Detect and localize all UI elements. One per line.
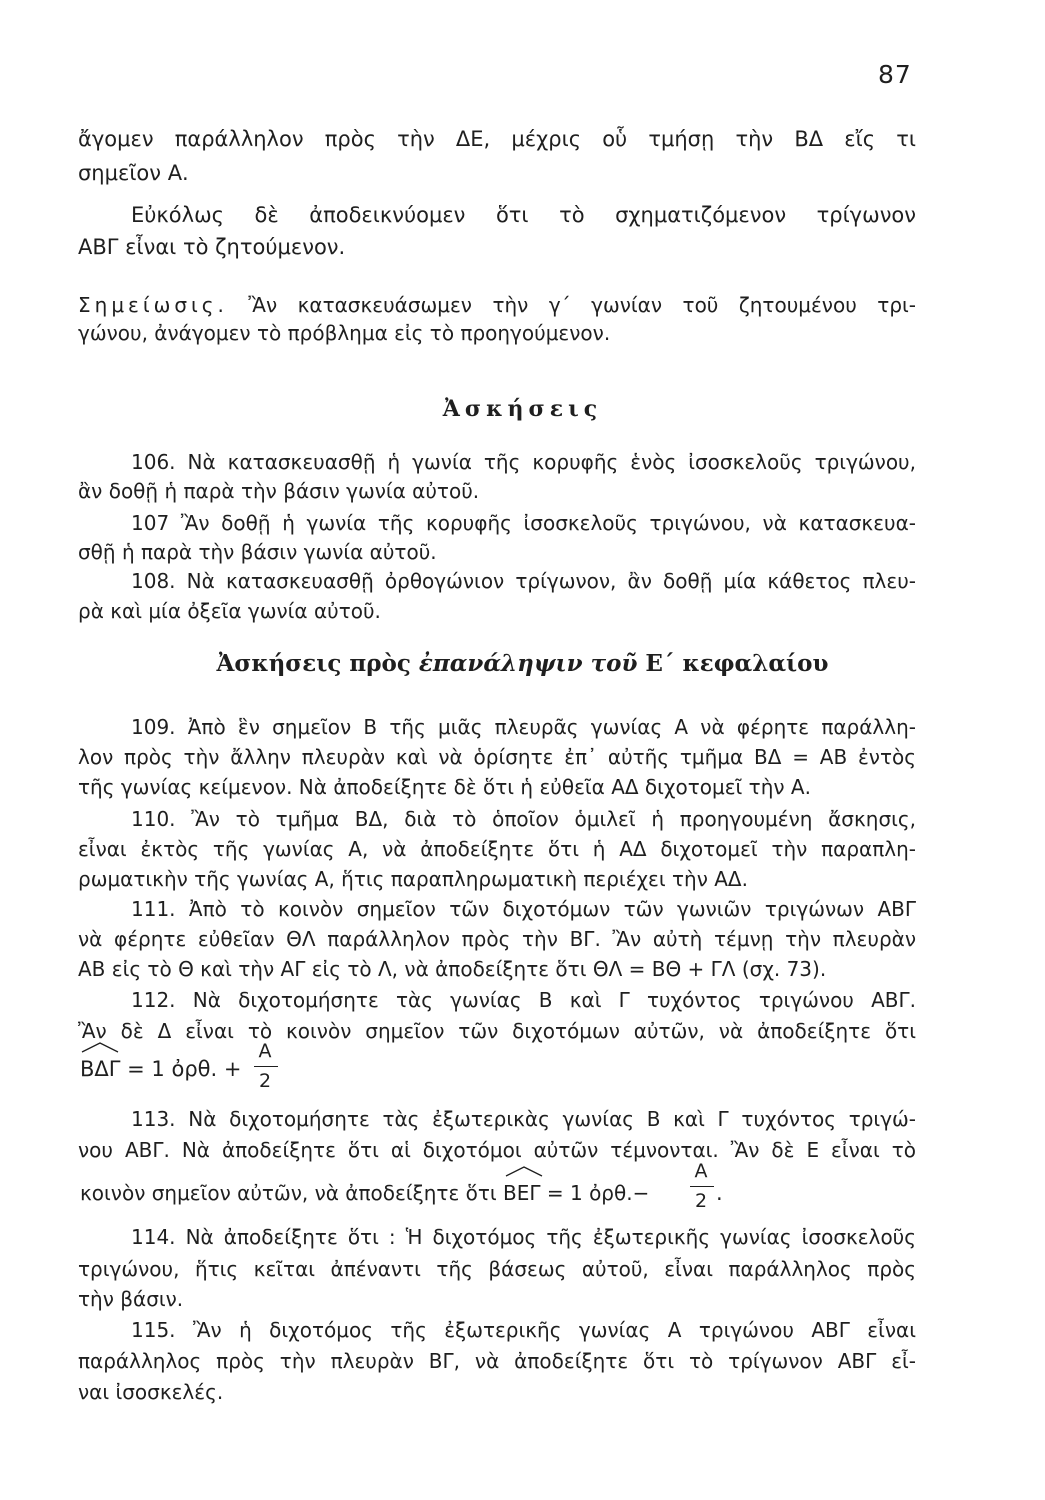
note-line <box>78 290 916 320</box>
exercise-line: παράλληλος πρὸς τὴν πλευρὰν ΒΓ, νὰ ἀποδείξητε ὅτι τὸ τρίγωνον ΑΒΓ εἶ- <box>78 1349 916 1373</box>
exercise-line: 113. Νὰ διχοτομήσητε τὰς ἐξωτερικὰς γωνίας Β καὶ Γ τυχόντος τριγώ- <box>131 1107 916 1131</box>
formula-angle: ΒΕΓ <box>503 1181 541 1205</box>
exercise-line: νου ΑΒΓ. Νὰ ἀποδείξητε ὅτι αἱ διχοτόμοι αὐτῶν τέμνονται. Ἂν δὲ Ε εἶναι τὸ <box>78 1138 916 1162</box>
exercise-line: εἶναι ἐκτὸς τῆς γωνίας Α, νὰ ἀποδείξητε ὅτι ἡ ΑΔ διχοτομεῖ τὴν παραπλη- <box>78 837 916 861</box>
section-heading-exercises: Ἀσκήσεις <box>442 396 603 422</box>
formula-2 <box>80 1180 649 1206</box>
angle-arc <box>80 1040 120 1054</box>
text-line: ἄγομεν παράλληλον πρὸς τὴν ΔΕ, μέχρις οὗ τμήσῃ τὴν ΒΔ εἴς τι <box>78 127 916 151</box>
exercise-line: 106. Νὰ κατασκευασθῇ ἡ γωνία τῆς κορυφῆς ἑνὸς ἰσοσκελοῦς τριγώνου, <box>131 450 916 474</box>
text-line: ΑΒΓ εἶναι τὸ ζητούμενον. <box>78 235 346 259</box>
exercise-line: 108. Νὰ κατασκευασθῇ ὀρθογώνιον τρίγωνον, ἂν δοθῇ μία κάθετος πλευ- <box>131 569 916 593</box>
note-text: Ἂν κατασκευάσωμεν τὴν γ΄ γωνίαν τοῦ ζητουμένου τρι- <box>227 293 916 317</box>
exercise-line: νὰ φέρητε εὐθεῖαν ΘΛ παράλληλον πρὸς τὴν ΒΓ. Ἂν αὐτὴ τέμνῃ τὴν πλευρὰν <box>78 927 916 951</box>
exercise-line: 112. Νὰ διχοτομήσητε τὰς γωνίας Β καὶ Γ τυχόντος τριγώνου ΑΒΓ. <box>131 988 916 1012</box>
angle-arc <box>504 1164 544 1178</box>
exercise-line: τριγώνου, ἥτις κεῖται ἀπέναντι τῆς βάσεως αὐτοῦ, εἶναι παράλληλος πρὸς <box>78 1257 916 1281</box>
fraction-bar <box>254 1066 278 1067</box>
section-heading-review <box>0 650 1045 677</box>
exercise-line: ἂν δοθῇ ἡ παρὰ τὴν βάσιν γωνία αὐτοῦ. <box>78 479 480 503</box>
exercise-line: τῆς γωνίας κείμενον. Νὰ ἀποδείξητε δὲ ὅτι ἡ εὐθεῖα ΑΔ διχοτομεῖ τὴν Α. <box>78 775 811 799</box>
formula-1 <box>80 1056 241 1082</box>
exercise-line: ΑΒ εἰς τὸ Θ καὶ τὴν ΑΓ εἰς τὸ Λ, νὰ ἀποδείξητε ὅτι ΘΛ = ΒΘ + ΓΛ (σχ. 73). <box>78 957 827 981</box>
text-line: Εὐκόλως δὲ ἀποδεικνύομεν ὅτι τὸ σχηματιζόμενον τρίγωνον <box>131 203 916 227</box>
fraction-numerator: Α <box>258 1040 272 1062</box>
exercise-line: 110. Ἂν τὸ τμῆμα ΒΔ, διὰ τὸ ὁποῖον ὁμιλεῖ ἡ προηγουμένη ἄσκησις, <box>131 807 916 831</box>
fraction-denominator: 2 <box>258 1070 272 1092</box>
formula-text: κοινὸν σημεῖον αὐτῶν, νὰ ἀποδείξητε ὅτι <box>80 1181 504 1205</box>
fraction-numerator: Α <box>694 1160 708 1182</box>
exercise-line: Ἂν δὲ Δ εἶναι τὸ κοινὸν σημεῖον τῶν διχοτόμων αὐτῶν, νὰ ἀποδείξητε ὅτι <box>78 1019 916 1043</box>
exercise-line: τὴν βάσιν. <box>78 1287 184 1311</box>
fraction-bar <box>690 1186 714 1187</box>
exercise-line: ρωματικὴν τῆς γωνίας Α, ἥτις παραπληρωματικὴ περιέχει τὴν ΑΔ. <box>78 867 748 891</box>
fraction-denominator: 2 <box>694 1190 708 1212</box>
exercise-line: λον πρὸς τὴν ἄλλην πλευρὰν καὶ νὰ ὁρίσητε ἐπ᾽ αὐτῆς τμῆμα ΒΔ = ΑΒ ἐντὸς <box>78 745 916 769</box>
exercise-line: 111. Ἀπὸ τὸ κοινὸν σημεῖον τῶν διχοτόμων τῶν γωνιῶν τριγώνων ΑΒΓ <box>131 897 916 921</box>
exercise-line: ρὰ καὶ μία ὀξεῖα γωνία αὐτοῦ. <box>78 599 381 623</box>
exercise-line: ναι ἰσοσκελές. <box>78 1380 224 1404</box>
heading-part: Ἀσκήσεις πρὸς <box>216 650 419 677</box>
note-label: Σημείωσις. <box>78 293 228 317</box>
exercise-line: σθῇ ἡ παρὰ τὴν βάσιν γωνία αὐτοῦ. <box>78 540 437 564</box>
heading-part: Ε΄ κεφαλαίου <box>637 650 829 677</box>
note-line: γώνου, ἀνάγομεν τὸ πρόβλημα εἰς τὸ προηγούμενον. <box>78 321 611 345</box>
formula-text: = 1 ὀρθ. + <box>120 1057 242 1081</box>
exercise-line: 114. Νὰ ἀποδείξητε ὅτι : Ἡ διχοτόμος τῆς ἐξωτερικῆς γωνίας ἰσοσκελοῦς <box>131 1225 916 1249</box>
exercise-line: 107 Ἂν δοθῇ ἡ γωνία τῆς κορυφῆς ἰσοσκελοῦς τριγώνου, νὰ κατασκευα- <box>131 511 916 535</box>
formula-angle: ΒΔΓ <box>80 1057 121 1081</box>
exercise-line: 115. Ἂν ἡ διχοτόμος τῆς ἐξωτερικῆς γωνίας Α τριγώνου ΑΒΓ εἶναι <box>131 1318 916 1342</box>
heading-part-italic: ἐπανάληψιν τοῦ <box>418 650 638 677</box>
formula-end: . <box>716 1181 723 1205</box>
exercise-line: 109. Ἀπὸ ἓν σημεῖον Β τῆς μιᾶς πλευρᾶς γωνίας Α νὰ φέρητε παράλλη- <box>131 715 916 739</box>
formula-text: = 1 ὀρθ.− <box>540 1181 650 1205</box>
text-line: σημεῖον Α. <box>78 161 189 185</box>
page-number: 87 <box>878 60 912 89</box>
